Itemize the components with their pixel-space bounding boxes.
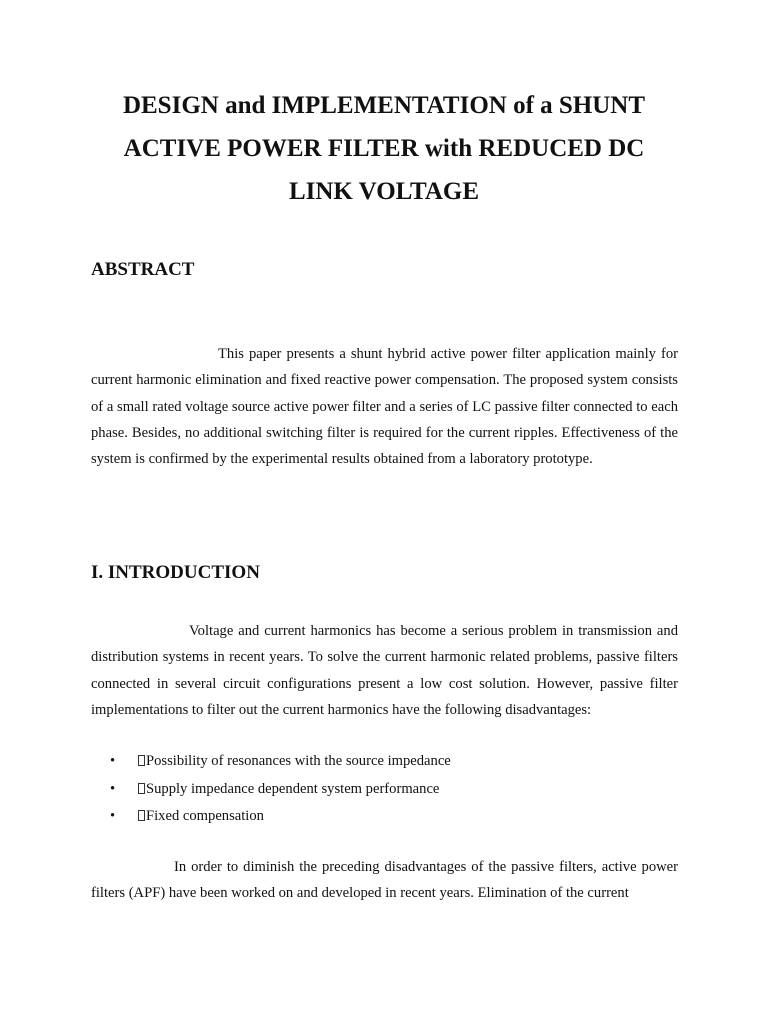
missing-glyph-icon [138,810,145,821]
title-line: LINK VOLTAGE [288,178,480,205]
abstract-body: This paper presents a shunt hybrid active power filter application mainly for current harmonic elimination and fixed reactive power compensation. The proposed system consists of a small rated voltage source active power filter and a series of LC passive filter connected to each phase. Besides, no additional switching filter is required for the current ripples. Effectiveness of the system is confirmed by the experimental results obtained from a laboratory prototype. [91,346,678,468]
list-item [110,776,451,804]
bullet-icon: • [110,753,116,769]
bullet-icon: • [110,780,116,797]
list-item-text: Supply impedance dependent system performance [146,780,440,797]
disadvantages-list [110,748,451,831]
list-item-text: Fixed compensation [146,808,264,824]
missing-glyph-icon [138,783,145,794]
list-item [110,748,451,776]
introduction-paragraph: In order to diminish the preceding disadvantages of the passive filters, active power filters (APF) have been worked on and developed in recent years. Elimination of the current [91,859,678,902]
introduction-heading: I. INTRODUCTION [91,562,260,583]
paper-title [60,84,708,213]
missing-glyph-icon [138,755,145,766]
title-line: ACTIVE POWER FILTER with REDUCED DC [123,135,645,162]
list-item-text: Possibility of resonances with the source impedance [146,753,451,769]
bullet-icon: • [110,808,116,824]
title-line: DESIGN and IMPLEMENTATION of a SHUNT [122,92,646,119]
introduction-paragraph: Voltage and current harmonics has become a serious problem in transmission and distribution systems in recent years. To solve the current harmonic related problems, passive filters connected in several circuit configurations present a low cost solution. However, passive filter implementations to filter out the current harmonics have the following disadvantages: [91,623,678,718]
abstract-heading: ABSTRACT [91,259,195,280]
list-item [110,803,451,831]
